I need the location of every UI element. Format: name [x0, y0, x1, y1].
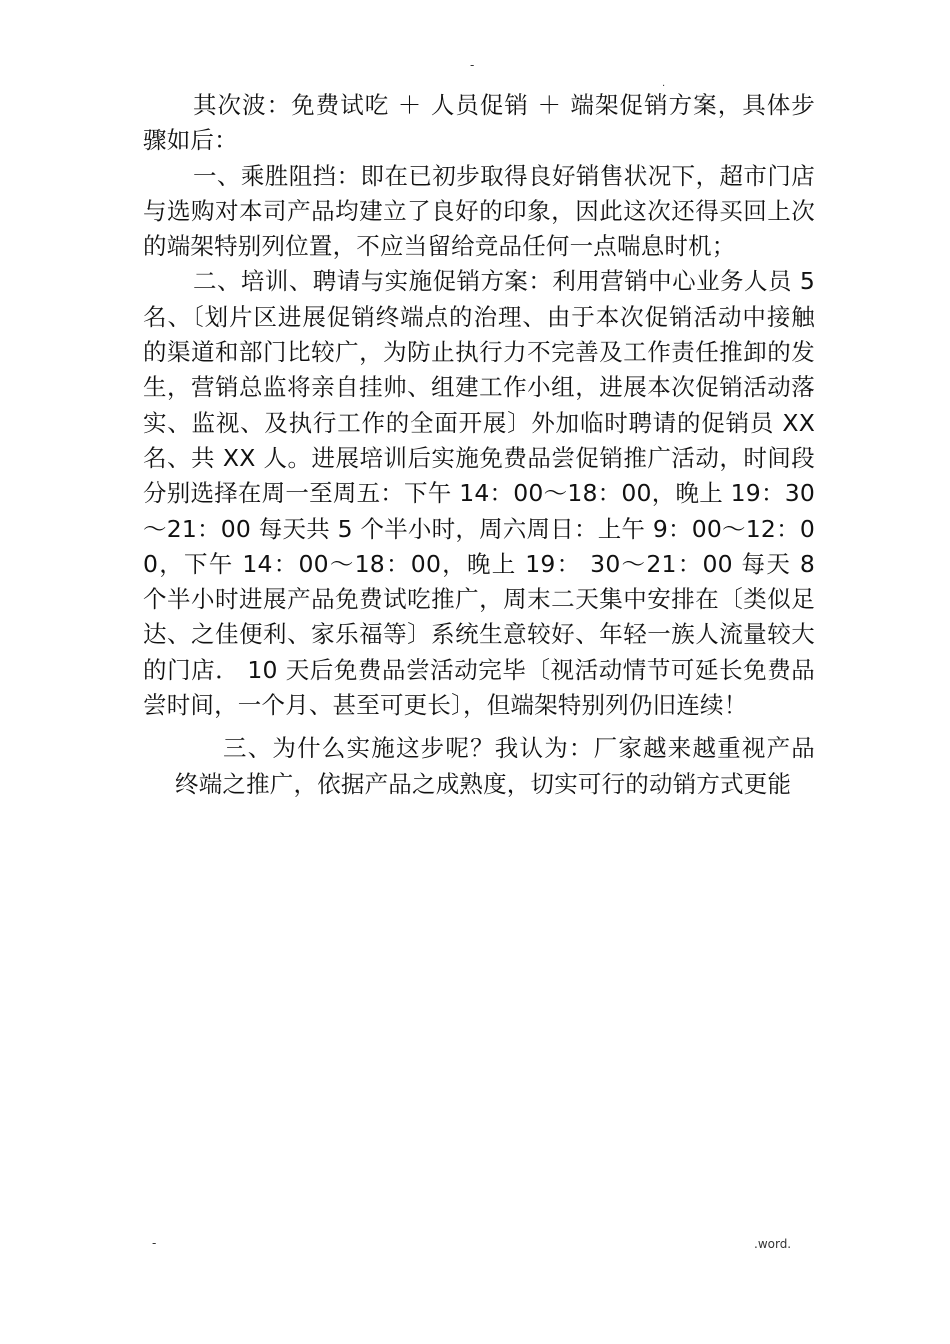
header-mark: -: [470, 58, 475, 72]
header-dot: .: [662, 78, 666, 89]
paragraph-step-three: 三、为什么实施这步呢？我认为：厂家越来越重视产品终端之推广，依据产品之成熟度，切实可行的动销方式更能: [175, 734, 815, 798]
paragraph-step-one: 一、乘胜阻挡：即在已初步取得良好销售状况下，超市门店与选购对本司产品均建立了良好的印象，因此这次还得买回上次的端架特别列位置，不应当留给竞品任何一点喘息时机；: [143, 161, 815, 261]
footer-word-label: .word.: [754, 1237, 792, 1251]
document-body: [143, 88, 815, 802]
paragraph-intro: 其次波：免费试吃 ＋ 人员促销 ＋ 端架促销方案，具体步骤如后：: [143, 91, 815, 155]
footer-mark: -: [152, 1236, 157, 1250]
paragraph-step-two: 二、培训、聘请与实施促销方案：利用营销中心业务人员 5 名、〔划片区进展促销终端点的治理、由于本次促销活动中接触的渠道和部门比较广，为防止执行力不完善及工作责任推卸的发生，营销总监将亲自挂帅、组建工作小组，进展本次促销活动落实、监视、及执行工作的全面开展〕外加临时聘请的促销员 XX 名、共 XX 人。进展培训后实施免费品尝促销推广活动，时间段分别选择在周一至周五：下午 14：00～18：00，晚上 19：30～21：00 每天共 5 个半小时，周六周日：上午 9：00～12：00，下午 14：00～18：00，晚上 19： 30～21：00 每天 8 个半小时进展产品免费试吃推广，周末二天集中安排在〔类似足达、之佳便利、家乐福等〕系统生意较好、年轻一族人流量较大的门店． 10 天后免费品尝活动完毕〔视活动情节可延长免费品尝时间，一个月、甚至可更长〕，但端架特别列仍旧连续！: [143, 267, 815, 720]
